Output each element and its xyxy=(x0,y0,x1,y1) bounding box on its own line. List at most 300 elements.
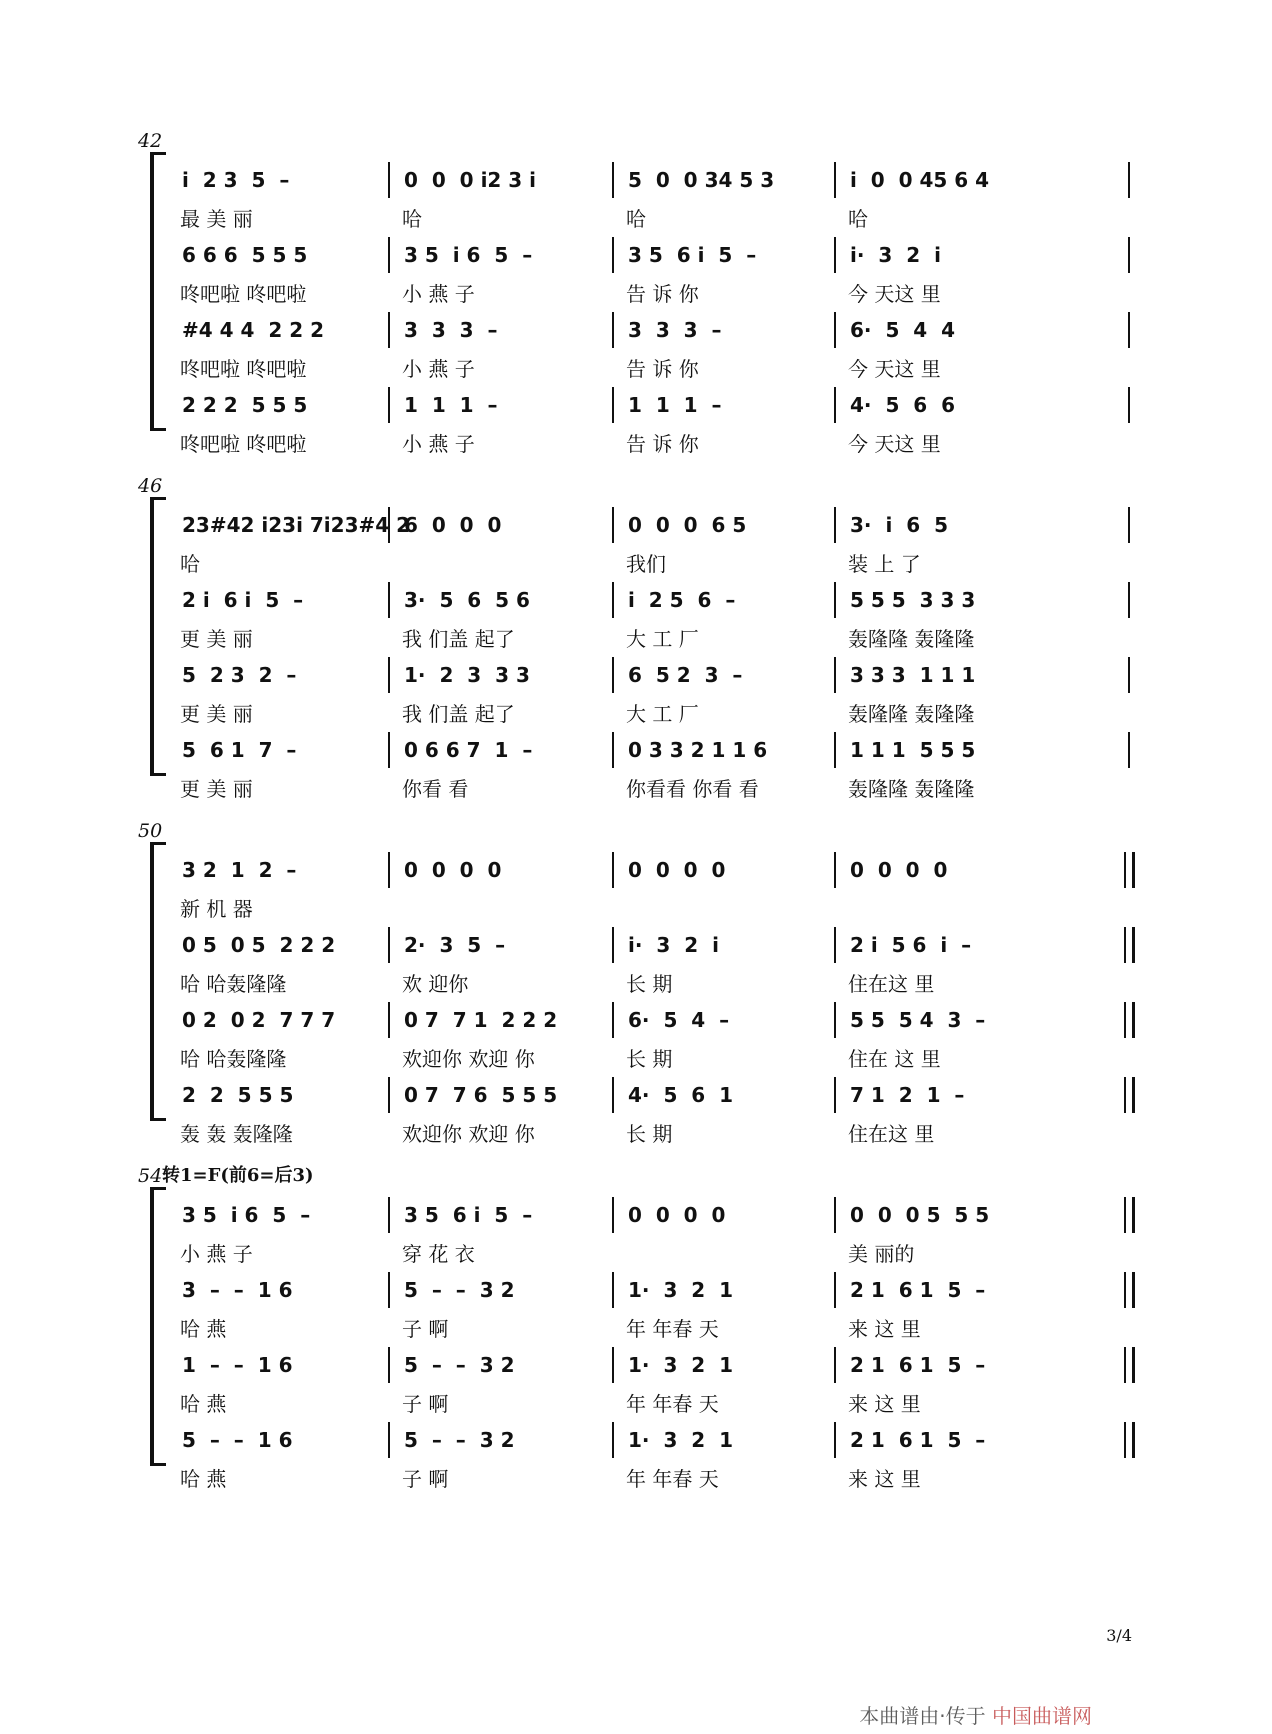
lyric-text: 轰 轰 轰隆隆 xyxy=(180,1121,293,1146)
barline xyxy=(834,387,836,423)
lyric-text: 住在这 里 xyxy=(848,971,935,996)
voice-part xyxy=(170,655,1136,729)
lyric-text: 我 们盖 起了 xyxy=(402,701,515,726)
lyric-measure xyxy=(838,1235,1078,1269)
measure xyxy=(392,655,606,695)
lyric-measure xyxy=(838,890,1078,924)
measure xyxy=(616,505,828,545)
notation-line xyxy=(170,385,1136,425)
final-barline xyxy=(1124,1002,1135,1038)
lyric-measure xyxy=(838,695,1078,729)
voice-part xyxy=(170,310,1136,384)
system-bracket xyxy=(150,1187,166,1466)
measure xyxy=(170,385,380,425)
voice-part xyxy=(170,1000,1136,1074)
barline xyxy=(612,312,614,348)
notation-line xyxy=(170,850,1136,890)
barline xyxy=(388,1272,390,1308)
lyric-measure xyxy=(170,620,380,654)
measure-notes: 5 5 5 3 3 3 xyxy=(850,588,976,612)
measure xyxy=(838,580,1078,620)
measure-notes: 3· i 6 5 xyxy=(850,513,948,537)
lyrics-line xyxy=(170,275,1136,309)
voice-part xyxy=(170,505,1136,579)
barline xyxy=(1128,237,1130,273)
barline xyxy=(612,732,614,768)
lyrics-line xyxy=(170,890,1136,924)
barline xyxy=(388,582,390,618)
measure xyxy=(392,1000,606,1040)
measure xyxy=(392,1420,606,1460)
measure xyxy=(170,1345,380,1385)
measure-notes: 4· 5 6 1 xyxy=(628,1083,734,1107)
measure xyxy=(616,925,828,965)
barline xyxy=(1128,387,1130,423)
measure-notes: 3 – – 1 6 xyxy=(182,1278,293,1302)
lyric-measure xyxy=(392,1115,606,1149)
measure-notes: 3 5 6 i 5 – xyxy=(404,1203,533,1227)
lyric-measure xyxy=(170,425,380,459)
lyric-measure xyxy=(170,200,380,234)
measure-notes: 0 0 0 0 xyxy=(628,858,726,882)
measure xyxy=(838,1000,1078,1040)
lyric-text: 你看看 你看 看 xyxy=(626,776,759,801)
lyric-text: 咚吧啦 咚吧啦 xyxy=(180,281,307,306)
lyric-measure xyxy=(616,1310,828,1344)
lyric-text: 长 期 xyxy=(626,1121,673,1146)
barline xyxy=(388,852,390,888)
lyric-text: 咚吧啦 咚吧啦 xyxy=(180,431,307,456)
final-barline xyxy=(1124,852,1135,888)
barline xyxy=(834,162,836,198)
lyric-text: 新 机 器 xyxy=(180,896,253,921)
lyric-measure xyxy=(392,695,606,729)
barline xyxy=(612,1002,614,1038)
measure-notes: 2 2 5 5 5 xyxy=(182,1083,294,1107)
lyric-measure xyxy=(170,1460,380,1494)
measure-notes: 3· 5 6 5 6 xyxy=(404,588,530,612)
final-barline xyxy=(1124,1272,1135,1308)
lyric-measure xyxy=(170,770,380,804)
lyric-measure xyxy=(392,425,606,459)
lyric-measure xyxy=(170,545,380,579)
lyric-text: 告 诉 你 xyxy=(626,431,699,456)
measure-notes: 6 5 2 3 – xyxy=(628,663,743,687)
lyric-measure xyxy=(616,890,828,924)
measure xyxy=(392,1345,606,1385)
lyric-text: 大 工 厂 xyxy=(626,701,699,726)
barline xyxy=(1128,732,1130,768)
barline xyxy=(612,1197,614,1233)
measure xyxy=(170,655,380,695)
lyric-measure xyxy=(838,1385,1078,1419)
measure xyxy=(616,160,828,200)
barline xyxy=(612,852,614,888)
barline xyxy=(388,1197,390,1233)
barline xyxy=(834,582,836,618)
lyric-measure xyxy=(616,350,828,384)
measure xyxy=(392,505,606,545)
lyric-text: 来 这 里 xyxy=(848,1466,921,1491)
notation-line xyxy=(170,235,1136,275)
voice-part xyxy=(170,1075,1136,1149)
measure xyxy=(170,730,380,770)
lyric-text: 来 这 里 xyxy=(848,1391,921,1416)
lyric-text: 年 年春 天 xyxy=(626,1391,719,1416)
measure xyxy=(170,1420,380,1460)
lyric-measure xyxy=(616,1385,828,1419)
lyric-measure xyxy=(838,770,1078,804)
measure-notes: 1· 3 2 1 xyxy=(628,1353,734,1377)
lyrics-line xyxy=(170,1235,1136,1269)
measure xyxy=(170,850,380,890)
measure-notes: 0 6 6 7 1 – xyxy=(404,738,533,762)
barline xyxy=(388,1002,390,1038)
lyrics-line xyxy=(170,1040,1136,1074)
measure-notes: 6 0 0 0 xyxy=(404,513,502,537)
lyrics-line xyxy=(170,545,1136,579)
measure xyxy=(616,1270,828,1310)
measure-notes: 7 1 2 1 – xyxy=(850,1083,965,1107)
measure-notes: 5 – – 3 2 xyxy=(404,1353,515,1377)
measure-notes: 0 0 0 0 xyxy=(404,858,502,882)
measure-notes: 1 – – 1 6 xyxy=(182,1353,293,1377)
measure xyxy=(838,1075,1078,1115)
barline xyxy=(834,1002,836,1038)
lyric-measure xyxy=(392,275,606,309)
lyric-text: 我们 xyxy=(626,551,666,576)
lyric-measure xyxy=(616,1235,828,1269)
barline xyxy=(388,732,390,768)
lyric-text: 哈 xyxy=(402,206,422,231)
notation-line xyxy=(170,505,1136,545)
lyric-text: 今 天这 里 xyxy=(848,431,941,456)
measure-notes: 1· 3 2 1 xyxy=(628,1428,734,1452)
voice-part xyxy=(170,385,1136,459)
barline xyxy=(612,237,614,273)
notation-line xyxy=(170,1000,1136,1040)
measure xyxy=(616,310,828,350)
lyric-text: 子 啊 xyxy=(402,1466,449,1491)
lyrics-line xyxy=(170,1460,1136,1494)
notation-line xyxy=(170,1420,1136,1460)
barline xyxy=(834,732,836,768)
measure xyxy=(392,310,606,350)
barline xyxy=(834,1272,836,1308)
measure xyxy=(616,655,828,695)
voice-part xyxy=(170,1270,1136,1344)
lyric-text: 住在 这 里 xyxy=(848,1046,941,1071)
barline xyxy=(834,852,836,888)
lyric-measure xyxy=(392,1310,606,1344)
lyrics-line xyxy=(170,200,1136,234)
measure-notes: 3 5 i 6 5 – xyxy=(182,1203,311,1227)
barline xyxy=(388,1422,390,1458)
lyric-measure xyxy=(392,1235,606,1269)
barline xyxy=(388,1347,390,1383)
lyric-measure xyxy=(838,620,1078,654)
measure-notes: 5 – – 3 2 xyxy=(404,1278,515,1302)
lyric-measure xyxy=(838,1115,1078,1149)
barline xyxy=(612,507,614,543)
measure xyxy=(392,160,606,200)
measure xyxy=(616,1195,828,1235)
lyric-measure xyxy=(616,275,828,309)
final-barline xyxy=(1124,1197,1135,1233)
notation-line xyxy=(170,730,1136,770)
barline xyxy=(612,387,614,423)
voice-part xyxy=(170,850,1136,924)
lyric-text: 小 燕 子 xyxy=(180,1241,253,1266)
lyric-measure xyxy=(616,620,828,654)
lyric-measure xyxy=(392,1040,606,1074)
measure-notes: 2 1 6 1 5 – xyxy=(850,1428,986,1452)
lyric-measure xyxy=(838,1310,1078,1344)
barline xyxy=(834,1347,836,1383)
measure-notes: 3 3 3 – xyxy=(628,318,722,342)
barline xyxy=(388,237,390,273)
measure-notes: 1· 2 3 3 3 xyxy=(404,663,530,687)
score-system xyxy=(150,850,1136,1146)
lyrics-line xyxy=(170,1310,1136,1344)
measure-notes: i 0 0 45 6 4 xyxy=(850,168,990,192)
barline xyxy=(388,657,390,693)
measure xyxy=(392,925,606,965)
final-barline xyxy=(1124,927,1135,963)
measure xyxy=(392,850,606,890)
measure xyxy=(170,925,380,965)
notation-line xyxy=(170,1270,1136,1310)
score-system xyxy=(150,160,1136,456)
lyric-text: 穿 花 衣 xyxy=(402,1241,475,1266)
measure-notes: 2 i 5 6 i – xyxy=(850,933,972,957)
lyric-measure xyxy=(170,1385,380,1419)
barline xyxy=(612,1422,614,1458)
lyrics-line xyxy=(170,425,1136,459)
measure-notes: 23#42 i23i 7i23#4 2 xyxy=(182,513,411,537)
measure-notes: 6· 5 4 – xyxy=(628,1008,730,1032)
measure xyxy=(616,850,828,890)
lyric-text: 住在这 里 xyxy=(848,1121,935,1146)
lyric-measure xyxy=(616,965,828,999)
lyric-measure xyxy=(838,1040,1078,1074)
measure-notes: 4· 5 6 6 xyxy=(850,393,956,417)
measure-notes: 2 1 6 1 5 – xyxy=(850,1278,986,1302)
lyric-text: 哈 燕 xyxy=(180,1316,227,1341)
lyric-text: 子 啊 xyxy=(402,1391,449,1416)
barline xyxy=(834,312,836,348)
measure-notes: 5 – – 1 6 xyxy=(182,1428,293,1452)
lyric-text: 年 年春 天 xyxy=(626,1466,719,1491)
barline xyxy=(1128,312,1130,348)
barline xyxy=(834,507,836,543)
measure xyxy=(838,1195,1078,1235)
lyrics-line xyxy=(170,1115,1136,1149)
lyric-text: 轰隆隆 轰隆隆 xyxy=(848,701,975,726)
measure xyxy=(838,385,1078,425)
lyric-measure xyxy=(616,1115,828,1149)
lyric-text: 我 们盖 起了 xyxy=(402,626,515,651)
measure-notes: 5 2 3 2 – xyxy=(182,663,297,687)
measure-notes: 2 2 2 5 5 5 xyxy=(182,393,308,417)
voice-part xyxy=(170,235,1136,309)
lyric-text: 小 燕 子 xyxy=(402,356,475,381)
measure xyxy=(392,730,606,770)
footer-brand: 中国曲谱网 xyxy=(992,1704,1092,1728)
lyric-measure xyxy=(616,695,828,729)
measure xyxy=(616,1345,828,1385)
barline xyxy=(388,387,390,423)
measure-notes: 5 – – 3 2 xyxy=(404,1428,515,1452)
lyric-text: 哈 哈轰隆隆 xyxy=(180,971,287,996)
lyric-measure xyxy=(838,275,1078,309)
measure xyxy=(170,580,380,620)
measure-notes: 3 5 i 6 5 – xyxy=(404,243,533,267)
lyric-text: 今 天这 里 xyxy=(848,356,941,381)
lyric-measure xyxy=(170,1115,380,1149)
measure-notes: i· 3 2 i xyxy=(628,933,719,957)
lyric-text: 告 诉 你 xyxy=(626,281,699,306)
barline xyxy=(612,1347,614,1383)
measure xyxy=(838,160,1078,200)
lyric-measure xyxy=(170,275,380,309)
lyric-measure xyxy=(838,350,1078,384)
lyric-measure xyxy=(392,1385,606,1419)
measure-notes: 0 2 0 2 7 7 7 xyxy=(182,1008,336,1032)
barline xyxy=(612,657,614,693)
lyric-measure xyxy=(392,770,606,804)
barline xyxy=(612,1077,614,1113)
lyric-measure xyxy=(170,1235,380,1269)
lyric-measure xyxy=(170,890,380,924)
lyric-measure xyxy=(838,425,1078,459)
barline xyxy=(834,927,836,963)
measure xyxy=(392,235,606,275)
measure-notes: 6 6 6 5 5 5 xyxy=(182,243,308,267)
notation-line xyxy=(170,1345,1136,1385)
lyric-text: 哈 哈轰隆隆 xyxy=(180,1046,287,1071)
lyric-text: 哈 燕 xyxy=(180,1391,227,1416)
lyric-measure xyxy=(170,350,380,384)
measure xyxy=(838,730,1078,770)
measure xyxy=(616,235,828,275)
barline xyxy=(834,657,836,693)
measure-notes: #4 4 4 2 2 2 xyxy=(182,318,325,342)
measure xyxy=(616,1420,828,1460)
measure xyxy=(616,385,828,425)
measure xyxy=(838,310,1078,350)
lyric-measure xyxy=(392,965,606,999)
lyric-text: 子 啊 xyxy=(402,1316,449,1341)
final-barline xyxy=(1124,1347,1135,1383)
measure xyxy=(838,655,1078,695)
barline xyxy=(834,1422,836,1458)
measure-notes: 0 0 0 0 xyxy=(850,858,948,882)
measure-notes: 1 1 1 – xyxy=(628,393,722,417)
measure-notes: 3 3 3 – xyxy=(404,318,498,342)
measure-notes: 5 5 5 4 3 – xyxy=(850,1008,986,1032)
measure-number: 46 xyxy=(138,475,163,497)
lyric-measure xyxy=(392,1460,606,1494)
lyric-text: 你看 看 xyxy=(402,776,469,801)
lyric-text: 轰隆隆 轰隆隆 xyxy=(848,626,975,651)
measure-notes: 6· 5 4 4 xyxy=(850,318,956,342)
lyric-measure xyxy=(392,890,606,924)
measure-notes: 1 1 1 – xyxy=(404,393,498,417)
key-change-annotation: 转1=F(前6=后3) xyxy=(162,1165,314,1186)
lyric-text: 哈 xyxy=(180,551,200,576)
lyric-text: 更 美 丽 xyxy=(180,701,253,726)
lyric-measure xyxy=(838,200,1078,234)
final-barline xyxy=(1124,1422,1135,1458)
lyric-measure xyxy=(616,200,828,234)
barline xyxy=(834,1077,836,1113)
lyric-text: 哈 xyxy=(848,206,868,231)
measure-notes: 0 3 3 2 1 1 6 xyxy=(628,738,768,762)
measure-notes: 3 2 1 2 – xyxy=(182,858,297,882)
measure-notes: 5 0 0 34 5 3 xyxy=(628,168,775,192)
lyric-text: 最 美 丽 xyxy=(180,206,253,231)
measure-notes: 2 i 6 i 5 – xyxy=(182,588,304,612)
lyric-text: 长 期 xyxy=(626,971,673,996)
lyric-measure xyxy=(392,200,606,234)
measure-notes: 0 7 7 6 5 5 5 xyxy=(404,1083,558,1107)
measure xyxy=(392,1270,606,1310)
measure xyxy=(392,385,606,425)
measure-notes: 0 0 0 6 5 xyxy=(628,513,747,537)
lyrics-line xyxy=(170,965,1136,999)
barline xyxy=(1128,582,1130,618)
measure xyxy=(616,580,828,620)
notation-line xyxy=(170,655,1136,695)
measure xyxy=(392,1195,606,1235)
barline xyxy=(388,162,390,198)
lyric-text: 轰隆隆 轰隆隆 xyxy=(848,776,975,801)
notation-line xyxy=(170,160,1136,200)
lyric-text: 更 美 丽 xyxy=(180,626,253,651)
lyric-measure xyxy=(170,1040,380,1074)
measure-notes: 0 5 0 5 2 2 2 xyxy=(182,933,336,957)
lyric-text: 欢迎你 欢迎 你 xyxy=(402,1046,535,1071)
notation-line xyxy=(170,1075,1136,1115)
measure xyxy=(392,580,606,620)
measure-notes: 1 1 1 5 5 5 xyxy=(850,738,976,762)
measure-notes: 2 1 6 1 5 – xyxy=(850,1353,986,1377)
measure xyxy=(170,1195,380,1235)
lyric-text: 美 丽的 xyxy=(848,1241,915,1266)
final-barline xyxy=(1124,1077,1135,1113)
lyric-text: 装 上 了 xyxy=(848,551,921,576)
measure-notes: 0 0 0 5 5 5 xyxy=(850,1203,990,1227)
measure xyxy=(616,730,828,770)
system-bracket xyxy=(150,842,166,1121)
measure xyxy=(838,1270,1078,1310)
measure-notes: i 2 5 6 – xyxy=(628,588,736,612)
lyric-measure xyxy=(170,965,380,999)
lyric-text: 告 诉 你 xyxy=(626,356,699,381)
measure-number: 54 xyxy=(138,1165,163,1187)
lyric-measure xyxy=(616,545,828,579)
voice-part xyxy=(170,160,1136,234)
measure xyxy=(616,1000,828,1040)
barline xyxy=(388,507,390,543)
lyric-text: 哈 燕 xyxy=(180,1466,227,1491)
score-system xyxy=(150,1195,1136,1491)
lyric-measure xyxy=(838,1460,1078,1494)
lyric-measure xyxy=(392,620,606,654)
lyric-text: 咚吧啦 咚吧啦 xyxy=(180,356,307,381)
footer-upload-text: 本曲谱由·传于 xyxy=(859,1704,986,1728)
